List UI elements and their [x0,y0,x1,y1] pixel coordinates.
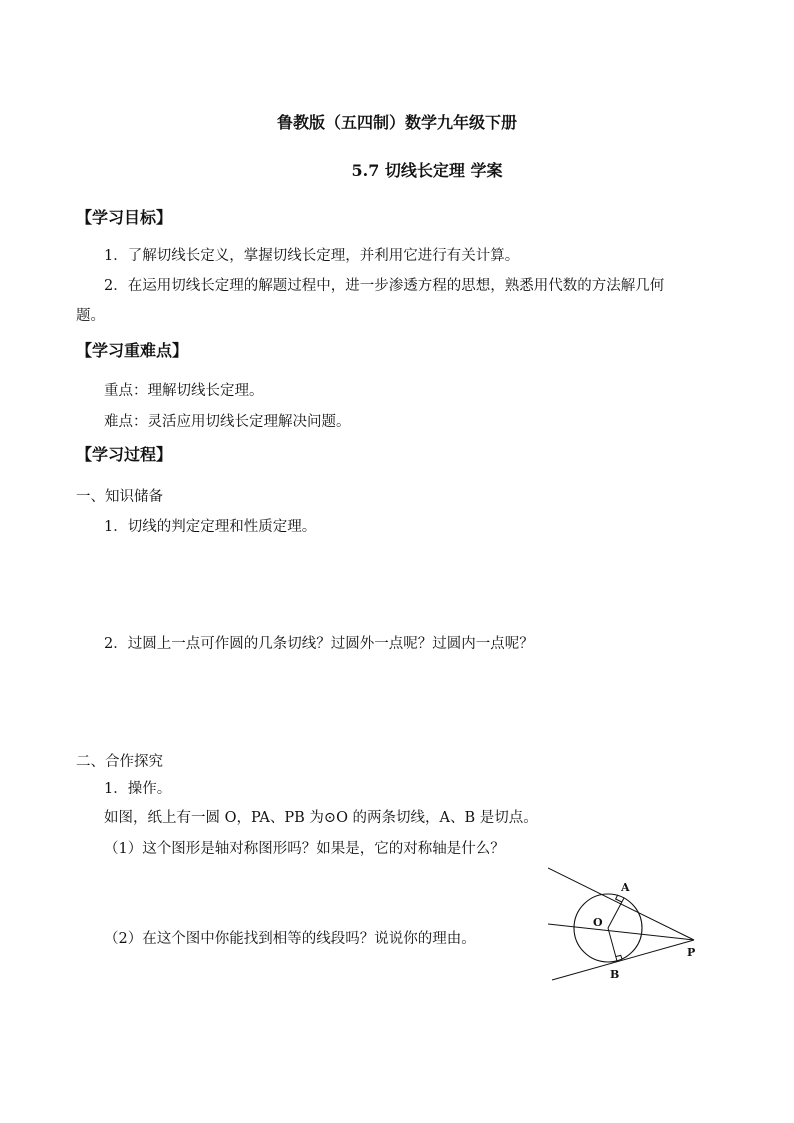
part2-question-1: （1）这个图形是轴对称图形吗？如果是，它的对称轴是什么？ [104,841,505,857]
goal-item-2: 2．在运用切线长定理的解题过程中，进一步渗透方程的思想，熟悉用代数的方法解几何 [104,278,665,294]
part2-title: 二、合作探究 [76,754,163,770]
tangent-diagram [548,866,708,986]
part1-question-1: 1．切线的判定定理和性质定理。 [104,519,317,535]
radius-ob [608,928,617,961]
label-a: A [621,881,630,894]
part1-title: 一、知识储备 [76,489,163,505]
part1-question-2: 2．过圆上一点可作圆的几条切线？过圆外一点呢？过圆内一点呢？ [104,636,534,652]
part2-description: 如图，纸上有一圆 O，PA、PB 为⊙O 的两条切线，A、B 是切点。 [104,810,538,826]
key-points-heading: 【学习重难点】 [76,341,189,360]
part2-question-2: （2）在这个图中你能找到相等的线段吗？说说你的理由。 [104,931,476,947]
tangent-line-pb [552,940,694,980]
goals-heading: 【学习目标】 [76,208,173,227]
line-op [548,924,694,940]
document-title: 鲁教版（五四制）数学九年级下册 [276,113,517,132]
document-subtitle: 5.7 切线长定理 学案 [351,161,503,180]
key-focus: 重点：理解切线长定理。 [104,383,264,399]
process-heading: 【学习过程】 [76,445,173,464]
label-o: O [593,916,603,929]
radius-oa [608,898,624,928]
key-difficulty: 难点：灵活应用切线长定理解决问题。 [104,414,351,430]
goal-item-1: 1．了解切线长定义，掌握切线长定理，并利用它进行有关计算。 [104,248,520,264]
goal-item-2-cont: 题。 [76,308,105,324]
part2-step: 1．操作。 [104,781,172,797]
label-p: P [687,946,696,959]
label-b: B [610,968,620,981]
